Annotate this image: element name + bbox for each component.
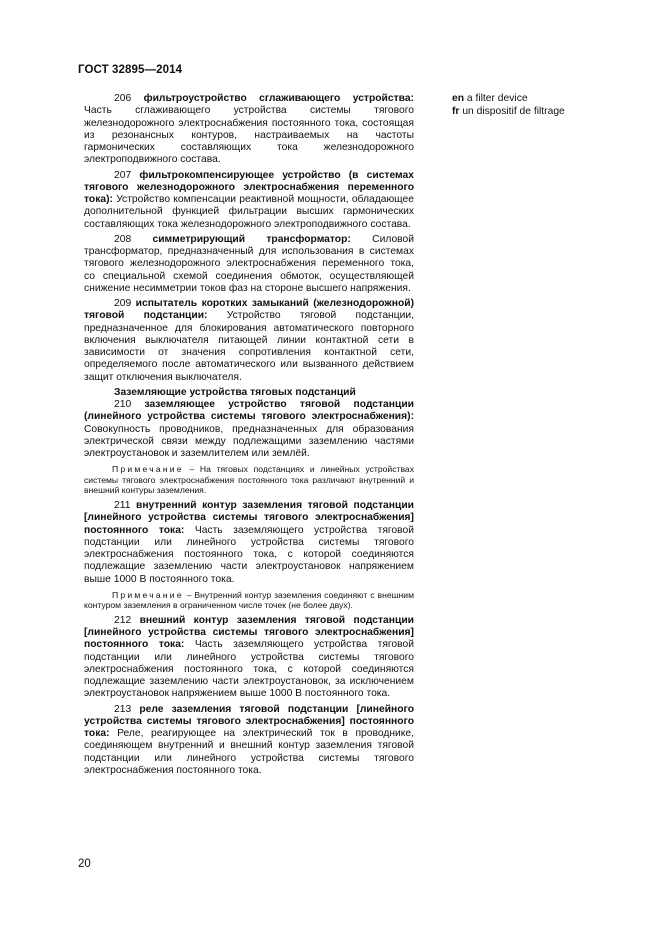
entry-term: фильтроустройство сглаживающего устройства: [143,93,414,104]
translation-fr-text: un dispositif de filtrage [462,105,565,117]
note-label: Примечание [112,464,184,475]
entry-211 [84,500,414,586]
entry-term: симметрирующий трансформатор: [152,233,351,245]
translation-en-text: a filter device [466,93,528,104]
lang-code-fr: fr [452,105,460,117]
entry-210 [84,399,414,460]
entry-term: испытатель коротких замыканий (железнодорожной) тяговой подстанции: [84,298,414,322]
entry-term: фильтрокомпенсирующее устройство (в системах тягового железнодорожного электроснабжения переменного тока): [84,169,414,205]
note-text: – Внутренний контур заземления соединяют с внешним контуром заземления в ограниченном числе точек (не более двух). [84,589,414,611]
translations [452,93,565,119]
entry-208 [84,234,414,295]
entry-207 [84,170,414,231]
section-title: Заземляющие устройства тяговых подстанций [114,386,356,398]
entry-number: 210 [114,399,132,410]
entry-term: внутренний контур заземления тяговой подстанции [линейного устройства системы тягового электроснабжения] постоянного тока: [84,500,414,536]
entry-definition: Часть сглаживающего устройства системы тягового железнодорожного электроснабжения постоянного тока, состоящая из резонансных контуров, настраиваемых на частоты гармонических составляющих тока железнодорожного электроподвижного состава. [84,105,414,166]
entry-206 [84,93,414,167]
note-2 [84,590,414,611]
note-text: – На тяговых подстанциях и линейных устройствах системы тягового электроснабжения постоянного тока различают внутренний и внешний контуры заземления. [84,464,414,496]
note-1 [84,464,414,496]
entry-definition: Устройство компенсации реактивной мощности, обладающее дополнительной функцией фильтрации высших гармонических составляющих тока железнодорожного электроподвижного состава. [84,194,414,230]
entry-definition: Часть заземляющего устройства тяговой подстанции или линейного устройства системы тягового электроснабжения постоянного тока, с которой соединяются подлежащие заземлению части электроустановок, за исключением электроустановок напряжением выше 1000 В постоянного тока. [84,639,414,700]
page-number: 20 [78,858,91,870]
entry-definition: Совокупность проводников, предназначенных для образования электрической связи между подлежащими заземлению частями электроустановок и заземлителем или землёй. [84,423,414,459]
entry-209 [84,298,414,384]
translation-en [452,93,565,106]
entry-number: 206 [114,93,132,104]
entry-number: 211 [114,500,131,512]
entry-definition: Часть заземляющего устройства тяговой подстанции или линейного устройства системы тягового электроснабжения постоянного тока, с которой соединяются подлежащие заземлению части электроустановок напряжением выше 1000 В постоянного тока. [84,524,414,585]
entry-definition: Силовой трансформатор, предназначенный для использования в системах тягового железнодорожного электроснабжения переменного тока, со специальной схемой соединения обмоток, осуществляющей снижение несимметрии токов фаз на стороне высшего напряжения. [84,233,415,294]
entry-definition: Устройство тяговой подстанции, предназначенное для блокирования автоматического повторного включения выключателя питающей линии контактной сети в зависимости от значения сопротивления контактной сети, определяемого после автоматического или вызванного действием защит отключения выключателя. [84,310,415,383]
document-header: ГОСТ 32895—2014 [78,64,183,76]
entry-term: заземляющее устройство тяговой подстанции (линейного устройства системы тягового электроснабжения): [84,399,414,423]
translation-fr [452,106,565,119]
entry-number: 212 [114,614,132,626]
entry-definition: Реле, реагирующее на электрический ток в проводнике, соединяющем внутренний и внешний контур заземления тяговой подстанции или линейного устройства системы тягового электроснабжения постоянного тока. [84,728,414,776]
entry-number: 208 [114,233,132,245]
entry-number: 213 [114,703,132,715]
entry-number: 207 [114,169,132,181]
entry-term: реле заземления тяговой подстанции [линейного устройства системы тягового электроснабжения] постоянного тока: [84,703,414,740]
entry-212 [84,615,414,701]
entry-number: 209 [114,298,132,309]
note-label: Примечание [112,589,184,600]
entry-term: внешний контур заземления тяговой подстанции [линейного устройства системы тягового электроснабжения] постоянного тока: [84,614,414,651]
lang-code-en: en [452,93,465,104]
entry-213 [84,704,414,778]
main-column [84,93,414,779]
